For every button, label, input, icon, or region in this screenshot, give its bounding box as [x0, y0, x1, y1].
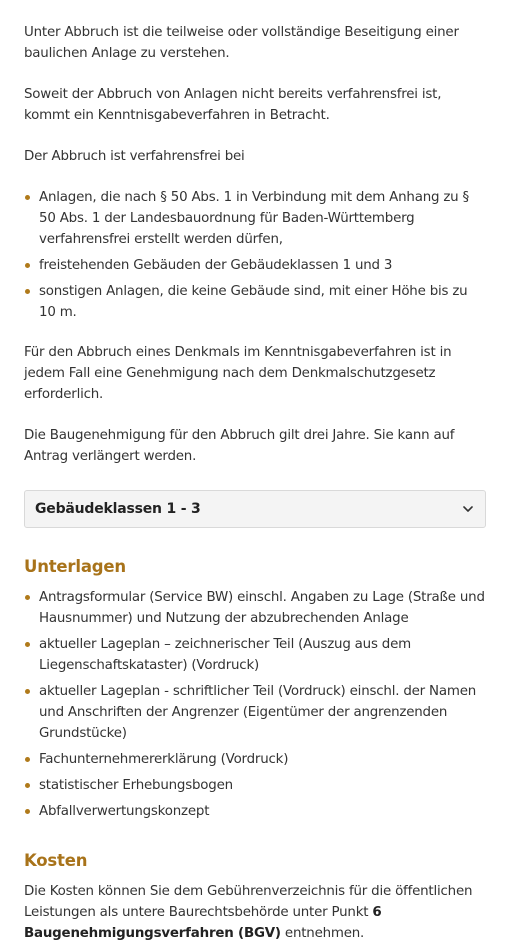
list-item: statistischer Erhebungsbogen	[24, 775, 486, 796]
list-item: Anlagen, die nach § 50 Abs. 1 in Verbindung mit dem Anhang zu § 50 Abs. 1 der Landesbauordnung für Baden-Württemberg verfahrensfrei erstellt werden dürfen,	[24, 187, 486, 250]
accordion-gebaeudeklassen[interactable]	[24, 490, 486, 528]
list-item: sonstigen Anlagen, die keine Gebäude sind, mit einer Höhe bis zu 10 m.	[24, 281, 486, 323]
accordion-title: Gebäudeklassen 1 - 3	[35, 500, 201, 517]
list-item: Antragsformular (Service BW) einschl. Angaben zu Lage (Straße und Hausnummer) und Nutzung der abzubrechenden Anlage	[24, 587, 486, 629]
unterlagen-list	[24, 587, 486, 822]
intro-paragraph-definition: Unter Abbruch ist die teilweise oder vollständige Beseitigung einer baulichen Anlage zu verstehen.	[24, 25, 459, 61]
kosten-paragraph	[24, 881, 486, 944]
kosten-text-bold: 6 Baugenehmigungsverfahren (BGV)	[24, 905, 382, 941]
verfahrensfrei-list	[24, 187, 486, 323]
list-item: Abfallverwertungskonzept	[24, 801, 486, 822]
unterlagen-heading: Unterlagen	[24, 557, 126, 576]
denkmal-paragraph: Für den Abbruch eines Denkmals im Kenntnisgabeverfahren ist in jedem Fall eine Genehmigung nach dem Denkmalschutzgesetz erforderlich.	[24, 345, 452, 402]
geltungsdauer-paragraph: Die Baugenehmigung für den Abbruch gilt drei Jahre. Sie kann auf Antrag verlängert werden.	[24, 428, 455, 464]
chevron-down-icon[interactable]	[463, 504, 473, 514]
intro-paragraph-kenntnisgabe: Soweit der Abbruch von Anlagen nicht bereits verfahrensfrei ist, kommt ein Kenntnisgabeverfahren in Betracht.	[24, 87, 442, 123]
intro-paragraph-verfahrensfrei: Der Abbruch ist verfahrensfrei bei	[24, 149, 245, 164]
kosten-text-after: entnehmen.	[280, 926, 365, 941]
list-item: Fachunternehmererklärung (Vordruck)	[24, 749, 486, 770]
list-item: freistehenden Gebäuden der Gebäudeklassen 1 und 3	[24, 255, 486, 276]
list-item: aktueller Lageplan - schriftlicher Teil (Vordruck) einschl. der Namen und Anschriften der Angrenzer (Eigentümer der angrenzenden Grundstücke)	[24, 681, 486, 744]
kosten-text-before: Die Kosten können Sie dem Gebührenverzeichnis für die öffentlichen Leistungen als untere Baurechtsbehörde unter Punkt	[24, 884, 473, 920]
kosten-heading: Kosten	[24, 851, 88, 870]
list-item: aktueller Lageplan – zeichnerischer Teil (Auszug aus dem Liegenschaftskataster) (Vordruck)	[24, 634, 486, 676]
